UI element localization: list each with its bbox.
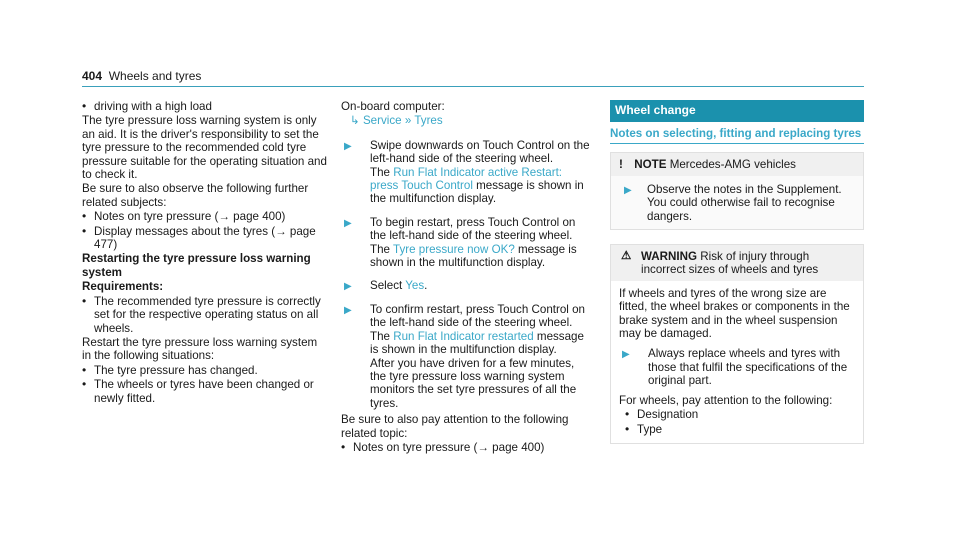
step-arrow-icon: ▶ (622, 349, 630, 361)
step-arrow-icon: ▶ (344, 281, 352, 293)
paragraph: Be sure to also pay attention to the following related topic: (341, 413, 569, 440)
column-1 (82, 100, 328, 406)
step-arrow-icon: ▶ (344, 304, 352, 316)
column-3 (610, 100, 864, 444)
header-rule (82, 86, 864, 87)
double-chevron-icon: » (404, 114, 412, 128)
section-heading: Restarting the tyre pressure loss warning system (82, 252, 311, 279)
step-arrow-icon: ▶ (344, 140, 352, 152)
paragraph: Be sure to also observe the following further related subjects: (82, 182, 309, 209)
link-list-item[interactable]: • Notes on tyre pressure (→ page 400) (82, 209, 286, 224)
warning-title: Risk of injury through incorrect sizes of wheels and tyres (641, 250, 819, 277)
step-arrow-icon: ▶ (344, 217, 352, 229)
list-item: • The wheels or tyres have been changed or newly fitted. (82, 377, 314, 405)
step: ▶ Select Yes. (344, 279, 428, 293)
step: ▶ To confirm restart, press Touch Control on the left-hand side of the steering wheel. The Run Flat Indicator restarted message is shown in the multifunction display. After you have driven for a few minutes, the tyre pressure loss warning system monitors the set tyre pressures of all the tyres. (344, 302, 586, 410)
note-box (610, 152, 864, 230)
step: ▶ To begin restart, press Touch Control on the left-hand side of the steering wheel. The Tyre pressure now OK? message is shown in the multifunction display. (344, 215, 577, 270)
list-item: • driving with a high load (82, 99, 212, 113)
warning-label: WARNING (641, 250, 698, 264)
column-2 (341, 100, 591, 455)
warning-header (611, 245, 863, 281)
link-list-item[interactable]: • Display messages about the tyres (→ page 477) (82, 223, 316, 252)
requirements-label: Requirements: (82, 280, 164, 294)
list-item: • Designation (625, 407, 699, 422)
note-header (611, 153, 863, 175)
note-body: ▶ Observe the notes in the Supplement. You could otherwise fail to recognise dangers. (611, 176, 863, 229)
section-banner: Wheel change (610, 100, 864, 122)
step-arrow-icon: ▶ (624, 184, 632, 196)
step: ▶ Always replace wheels and tyres with those that fulfil the specifications of the original part. (622, 347, 848, 388)
page-number: 404 (82, 69, 103, 83)
list-item: • The tyre pressure has changed. (82, 362, 258, 377)
section-title: Wheels and tyres (108, 69, 202, 83)
onboard-computer-label: On-board computer: (341, 100, 445, 113)
note-label: NOTE (634, 158, 667, 172)
paragraph: Restart the tyre pressure loss warning system in the following situations: (82, 335, 318, 363)
exclamation-icon: ! (619, 158, 623, 172)
warning-triangle-icon: ⚠ (621, 249, 632, 263)
paragraph: The tyre pressure loss warning system is only an aid. It is the driver's responsibility to set the tyre pressure to the recommended cold tyre pressure suitable for the operating situation and to check it. (82, 114, 327, 182)
link-list-item[interactable]: • Notes on tyre pressure (→ page 400) (341, 439, 545, 454)
page-header (82, 70, 201, 83)
note-title: Mercedes-AMG vehicles (669, 158, 796, 172)
warning-box (610, 244, 864, 444)
step: ▶ Swipe downwards on Touch Control on the left-hand side of the steering wheel. The Run Flat Indicator active Restart: press Touch Control message is shown in the multifunction display. (344, 138, 590, 206)
menu-path: ↳ Service » Tyres (350, 114, 443, 128)
warning-body: If wheels and tyres of the wrong size are fitted, the wheel brakes or components in the brake system and in the wheel suspension may be damaged. ▶ Always replace wheels and tyres with those that fulfil the specifications of the original part. For wheels, pay attention to the following: • Designation • Type (611, 281, 863, 443)
list-item: • The recommended tyre pressure is correctly set for the respective operating status on all wheels. (82, 293, 321, 335)
return-arrow-icon: ↳ (350, 114, 360, 128)
subsection-heading: Notes on selecting, fitting and replacing tyres (610, 127, 864, 144)
list-item: • Type (625, 421, 663, 436)
